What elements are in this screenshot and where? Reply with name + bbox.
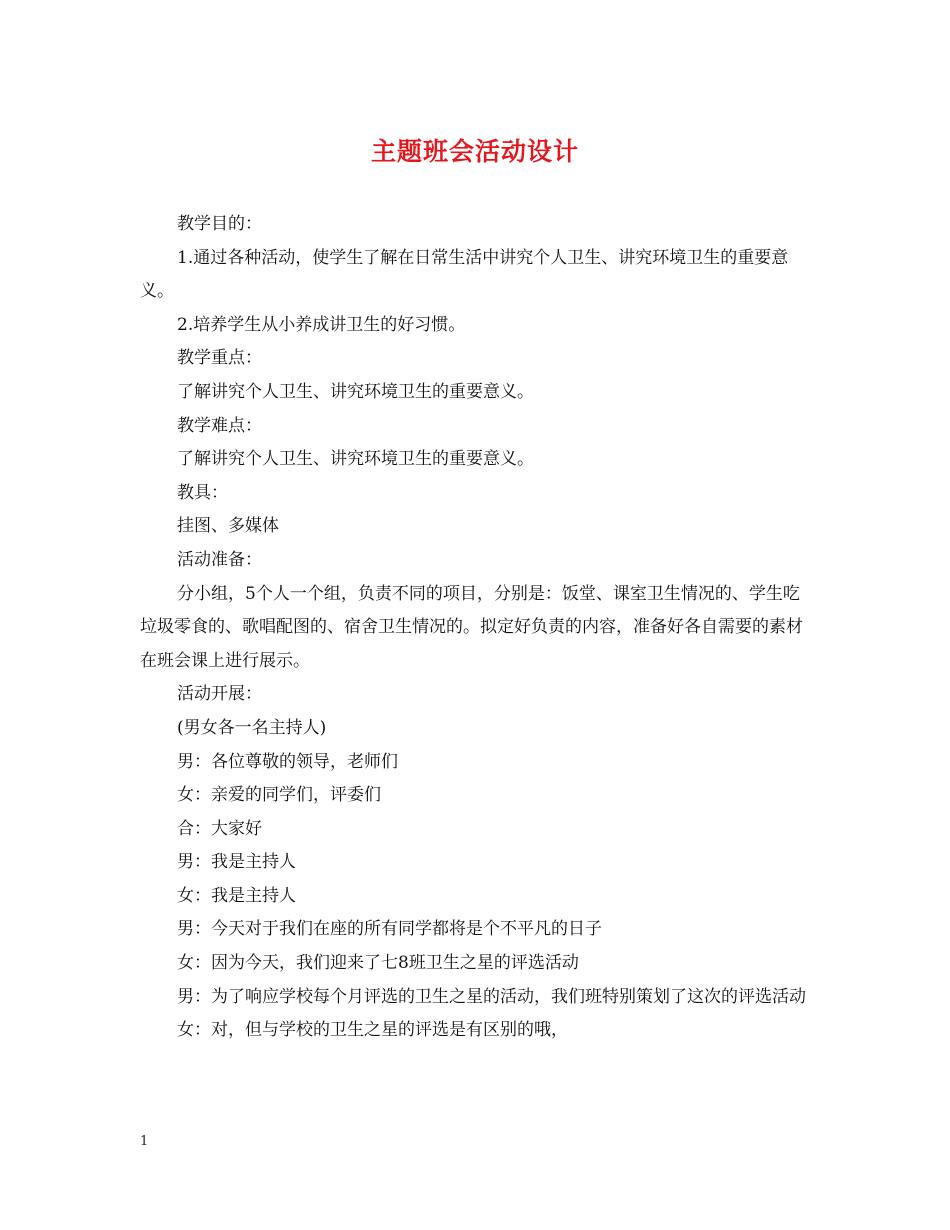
paragraph: 女：因为今天，我们迎来了七8班卫生之星的评选活动: [177, 953, 579, 974]
paragraph: 教具：: [177, 482, 228, 503]
paragraph: 女：对，但与学校的卫生之星的评选是有区别的哦，: [177, 1020, 568, 1041]
paragraph: 合：大家好: [177, 818, 262, 839]
paragraph: 2.培养学生从小养成讲卫生的好习惯。: [177, 314, 466, 335]
paragraph: 女：亲爱的同学们，评委们: [177, 785, 381, 806]
page-number: 1: [140, 1134, 149, 1149]
document-title: 主题班会活动设计: [370, 137, 579, 166]
paragraph: 活动开展：: [177, 684, 262, 705]
paragraph: 教学目的：: [177, 214, 262, 234]
paragraph: 挂图、多媒体: [177, 516, 279, 537]
paragraph: 了解讲究个人卫生、讲究环境卫生的重要意义。: [177, 381, 534, 402]
document-body: [140, 208, 812, 1048]
paragraph: 男：为了响应学校每个月评选的卫生之星的活动，我们班特别策划了这次的评选活动: [177, 986, 806, 1007]
paragraph: 分小组，5个人一个组，负责不同的项目，分别是：饭堂、课室卫生情况的、学生吃垃圾零食的、歌唱配图的、宿舍卫生情况的。拟定好负责的内容，准备好各自需要的素材在班会课上进行展示。: [140, 583, 803, 671]
paragraph: 1.通过各种活动，使学生了解在日常生活中讲究个人卫生、讲究环境卫生的重要意义。: [140, 247, 789, 302]
paragraph: 活动准备：: [177, 549, 262, 570]
paragraph: 女：我是主持人: [177, 885, 296, 906]
paragraph: (男女各一名主持人): [177, 717, 327, 738]
paragraph: 了解讲究个人卫生、讲究环境卫生的重要意义。: [177, 449, 534, 470]
paragraph: 男：今天对于我们在座的所有同学都将是个不平凡的日子: [177, 919, 602, 940]
paragraph: 教学重点：: [177, 348, 262, 369]
paragraph: 男：各位尊敬的领导，老师们: [177, 751, 398, 772]
paragraph: 男：我是主持人: [177, 852, 296, 873]
paragraph: 教学难点：: [177, 415, 262, 436]
